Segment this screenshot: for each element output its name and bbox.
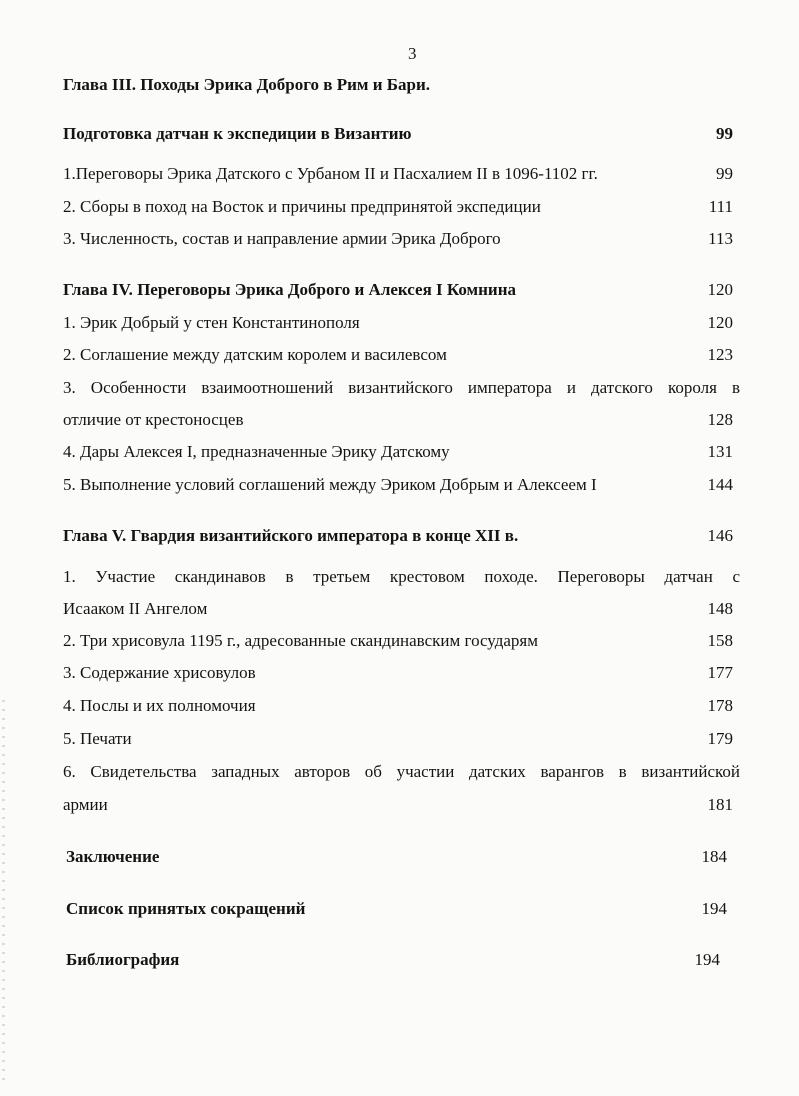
entry-text: 5. Выполнение условий соглашений между Эриком Добрым и Алексеем I bbox=[63, 475, 597, 494]
entry-page: 99 bbox=[716, 164, 733, 183]
chapter3-title: Глава III. Походы Эрика Доброго в Рим и Бари. bbox=[63, 75, 430, 94]
entry-text: Подготовка датчан к экспедиции в Византию bbox=[63, 124, 412, 143]
entry-page: 120 bbox=[707, 313, 733, 332]
entry-page: 99 bbox=[716, 124, 733, 143]
entry-text: 2. Три хрисовула 1195 г., адресованные скандинавским государям bbox=[63, 631, 539, 650]
entry-text: 1.Переговоры Эрика Датского с Урбаном II и Пасхалием II в 1096-1102 гг. bbox=[63, 164, 598, 183]
entry-page: 179 bbox=[707, 729, 733, 748]
entry-text: отличие от крестоносцев bbox=[63, 410, 244, 429]
entry-page: 113 bbox=[708, 229, 733, 248]
toc-entry-line1: 1. Участие скандинавов в третьем крестовом походе. Переговоры датчан с bbox=[63, 567, 740, 586]
entry-text: 5. Печати bbox=[63, 729, 132, 748]
entry-text: 3. Численность, состав и направление армии Эрика Доброго bbox=[63, 229, 501, 248]
entry-page: 178 bbox=[707, 696, 733, 715]
entry-text: армии bbox=[63, 795, 108, 814]
entry-text: 4. Послы и их полномочия bbox=[63, 696, 256, 715]
entry-page: 148 bbox=[707, 599, 733, 618]
toc-entry-line1: 3. Особенности взаимоотношений византийского императора и датского короля в bbox=[63, 378, 740, 397]
entry-page: 128 bbox=[707, 410, 733, 429]
entry-page: 181 bbox=[707, 795, 733, 814]
entry-page: 194 bbox=[694, 950, 720, 969]
entry-text: Глава IV. Переговоры Эрика Доброго и Алексея I Комнина bbox=[63, 280, 517, 299]
entry-text: Список принятых сокращений bbox=[66, 899, 306, 918]
entry-page: 194 bbox=[701, 899, 727, 918]
entry-page: 184 bbox=[701, 847, 727, 866]
entry-text: 4. Дары Алексея I, предназначенные Эрику Датскому bbox=[63, 442, 450, 461]
scan-artifact bbox=[2, 700, 5, 1080]
entry-page: 146 bbox=[707, 526, 733, 545]
page-number: 3 bbox=[408, 44, 417, 63]
entry-text: 2. Сборы в поход на Восток и причины предпринятой экспедиции bbox=[63, 197, 541, 216]
entry-text: 3. Содержание хрисовулов bbox=[63, 663, 256, 682]
entry-page: 158 bbox=[707, 631, 733, 650]
entry-text: 2. Соглашение между датским королем и василевсом bbox=[63, 345, 447, 364]
entry-page: 120 bbox=[707, 280, 733, 299]
entry-text: Глава V. Гвардия византийского императора в конце XII в. bbox=[63, 526, 519, 545]
entry-text: Заключение bbox=[66, 847, 160, 866]
entry-text: Исааком II Ангелом bbox=[63, 599, 208, 618]
entry-text: 1. Эрик Добрый у стен Константинополя bbox=[63, 313, 360, 332]
entry-text: Библиография bbox=[66, 950, 180, 969]
entry-page: 144 bbox=[707, 475, 733, 494]
toc-entry-line1: 6. Свидетельства западных авторов об участии датских варангов в византийской bbox=[63, 762, 740, 781]
entry-page: 123 bbox=[707, 345, 733, 364]
entry-page: 111 bbox=[708, 197, 733, 216]
entry-page: 131 bbox=[707, 442, 733, 461]
entry-page: 177 bbox=[707, 663, 733, 682]
